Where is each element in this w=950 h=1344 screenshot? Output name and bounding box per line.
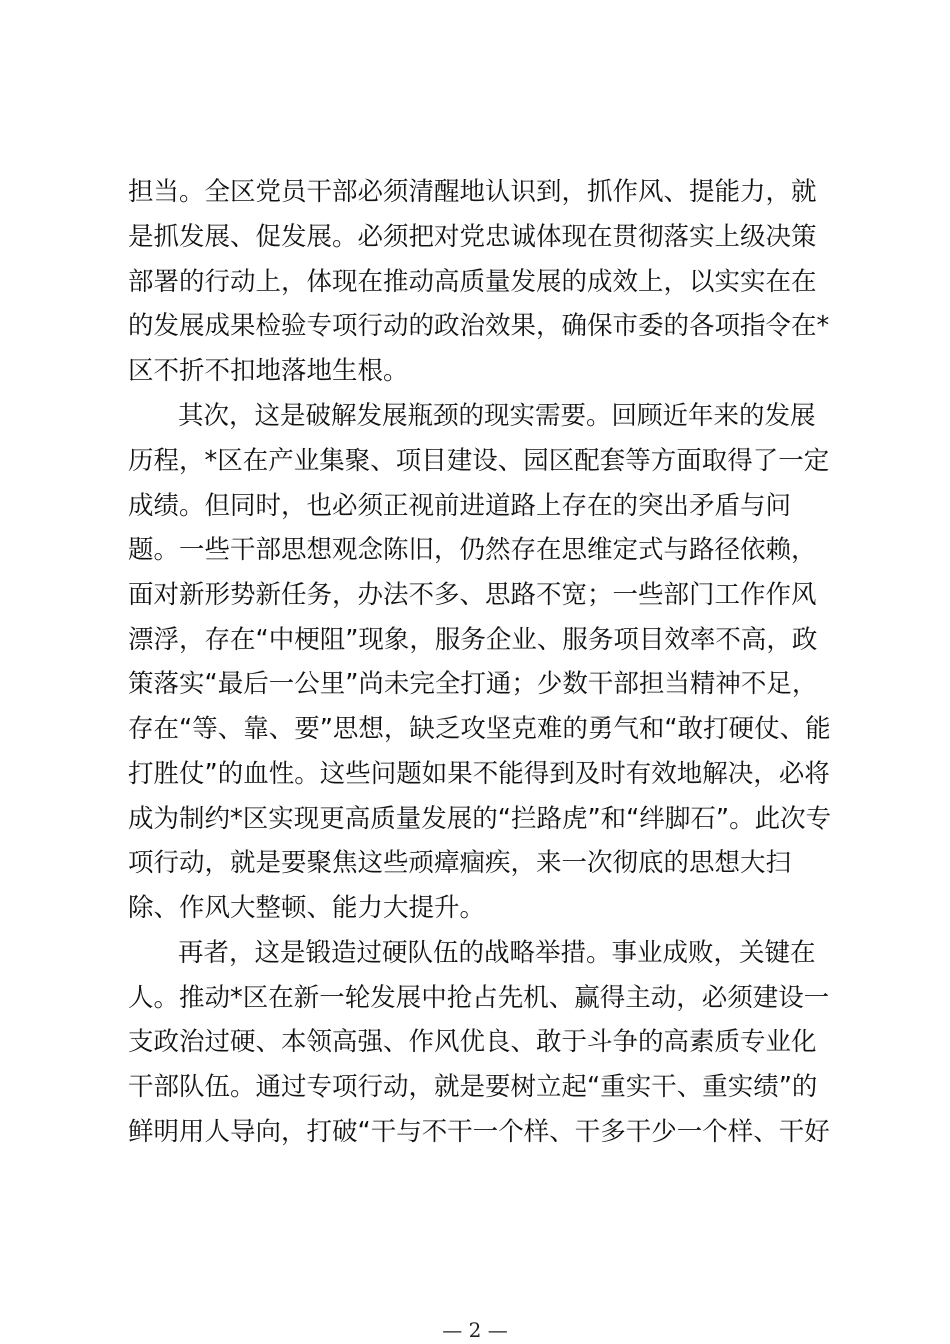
text-line: 历程，*区在产业集聚、项目建设、园区配套等方面取得了一定 — [128, 446, 830, 476]
text-line: 面对新形势新任务，办法不多、思路不宽；一些部门工作作风 — [128, 580, 817, 610]
text-line: 人。推动*区在新一轮发展中抢占先机、赢得主动，必须建设一 — [128, 983, 830, 1013]
text-line: 存在“等、靠、要”思想，缺乏攻坚克难的勇气和“敢打硬仗、能 — [128, 714, 831, 744]
text-line: 干部队伍。通过专项行动，就是要树立起“重实干、重实绩”的 — [128, 1072, 818, 1102]
text-line: 鲜明用人导向，打破“干与不干一个样、干多干少一个样、干好 — [128, 1117, 830, 1147]
text-line: 区不折不扣地落地生根。 — [128, 356, 409, 386]
text-line: 打胜仗”的血性。这些问题如果不能得到及时有效地解决，必将 — [128, 759, 830, 789]
text-line: 部署的行动上，体现在推动高质量发展的成效上，以实实在在 — [128, 267, 817, 297]
paragraph-start-line: 再者，这是锻造过硬队伍的战略举措。事业成败，关键在 — [178, 938, 816, 968]
text-line: 除、作风大整顿、能力大提升。 — [128, 893, 486, 923]
text-line: 是抓发展、促发展。必须把对党忠诚体现在贯彻落实上级决策 — [128, 222, 817, 252]
text-line: 成绩。但同时，也必须正视前进道路上存在的突出矛盾与问 — [128, 491, 792, 521]
text-line: 的发展成果检验专项行动的政治效果，确保市委的各项指令在* — [128, 311, 830, 341]
text-line: 项行动，就是要聚焦这些顽瘴痼疾，来一次彻底的思想大扫 — [128, 848, 792, 878]
text-line: 担当。全区党员干部必须清醒地认识到，抓作风、提能力，就 — [128, 177, 817, 207]
text-line: 支政治过硬、本领高强、作风优良、敢于斗争的高素质专业化 — [128, 1027, 817, 1057]
text-line: 成为制约*区实现更高质量发展的“拦路虎”和“绊脚石”。此次专 — [128, 804, 832, 834]
paragraph-start-line: 其次，这是破解发展瓶颈的现实需要。回顾近年来的发展 — [178, 401, 816, 431]
text-line: 漂浮，存在“中梗阻”现象，服务企业、服务项目效率不高，政 — [128, 625, 818, 655]
text-line: 策落实“最后一公里”尚未完全打通；少数干部担当精神不足， — [128, 669, 818, 699]
page-number: — 2 — — [442, 1318, 508, 1342]
text-line: 题。一些干部思想观念陈旧，仍然存在思维定式与路径依赖， — [128, 535, 817, 565]
